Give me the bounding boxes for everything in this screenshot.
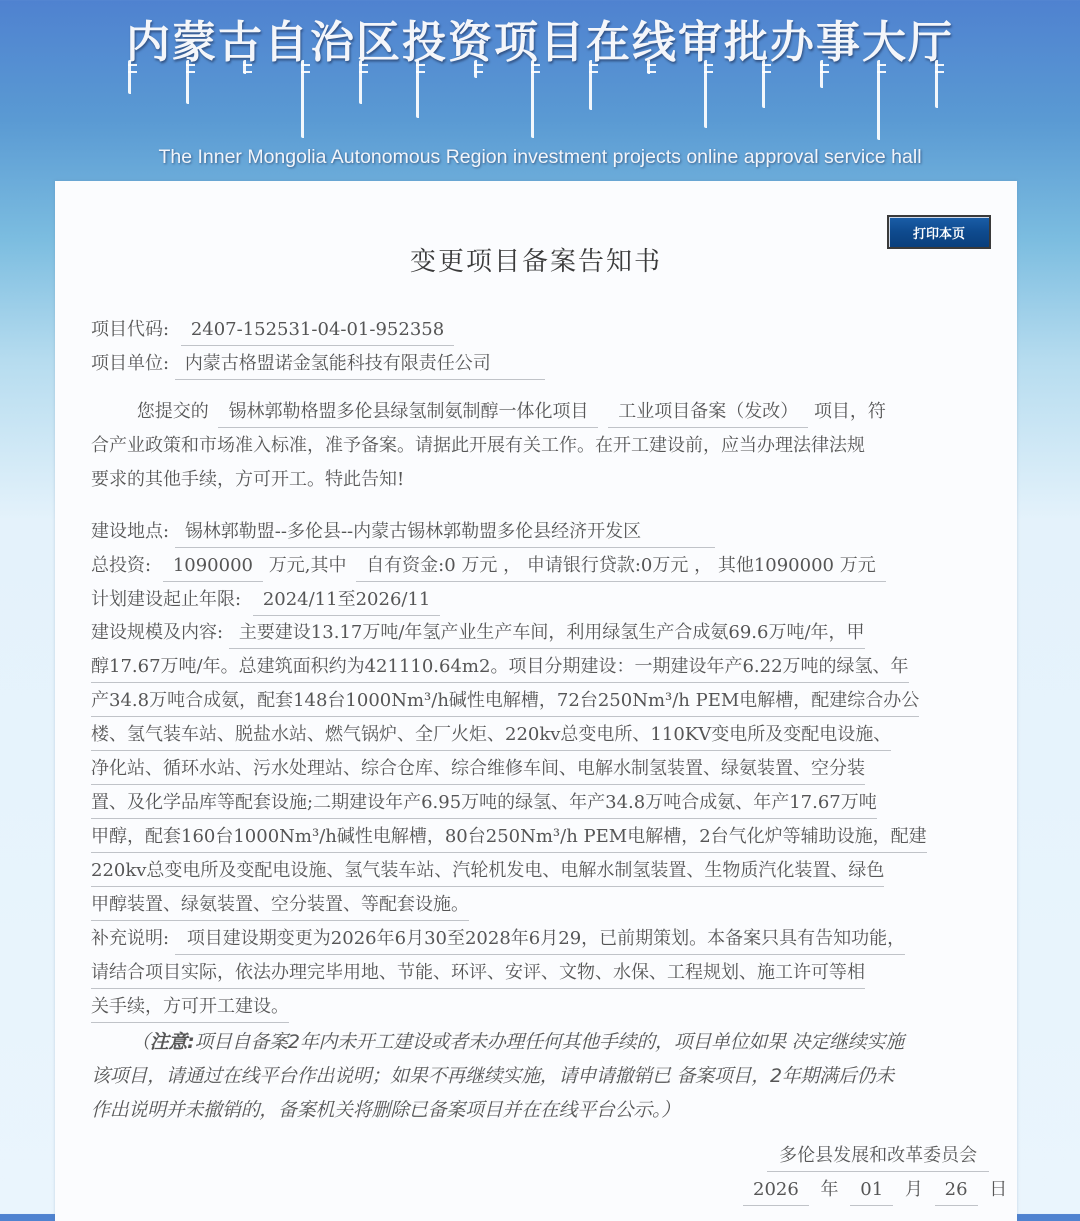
period-value: 2024/11至2026/11 xyxy=(253,585,441,616)
mongolian-glyph xyxy=(820,60,833,88)
mongolian-glyph xyxy=(935,60,948,108)
scale-row xyxy=(91,821,991,855)
day-char: 日 xyxy=(989,1179,1008,1200)
scale-row-1 xyxy=(91,617,991,651)
project-unit-row xyxy=(91,347,991,381)
intro-line-1 xyxy=(91,395,991,429)
notice-document xyxy=(55,181,1017,1221)
investment-unit: 万元,其中 xyxy=(268,555,347,576)
notice-paragraph xyxy=(91,1025,991,1127)
scale-row xyxy=(91,889,991,923)
scale-row xyxy=(91,651,991,685)
mongolian-glyph xyxy=(416,60,429,118)
project-name-value: 锡林郭勒格盟多伦县绿氢制氨制醇一体化项目 xyxy=(218,397,598,428)
investment-row xyxy=(91,549,991,583)
location-label: 建设地点: xyxy=(91,521,170,542)
scale-text-line: 产34.8万吨合成氨，配套148台1000Nm³/h碱性电解槽，72台250Nm³/h PEM电解槽，配建综合办公 xyxy=(91,685,919,717)
banner-mongolian-script xyxy=(128,60,948,140)
location-row xyxy=(91,515,991,549)
supplement-row xyxy=(91,957,991,991)
investment-breakdown: 自有资金:0 万元 ， 申请银行贷款:0万元 ， 其他1090000 万元 xyxy=(356,551,886,582)
supplement-row-1 xyxy=(91,923,991,957)
scale-text-line: 甲醇，配套160台1000Nm³/h碱性电解槽，80台250Nm³/h PEM电解槽，2台气化炉等辅助设施，配建 xyxy=(91,821,927,853)
site-banner xyxy=(0,0,1080,180)
mongolian-glyph xyxy=(301,60,314,138)
date-row xyxy=(743,1173,1013,1207)
project-unit-label: 项目单位: xyxy=(91,353,170,374)
supplement-label: 补充说明: xyxy=(91,928,170,949)
scale-text-line: 主要建设13.17万吨/年氢产业生产车间，利用绿氢生产合成氨69.6万吨/年，甲 xyxy=(229,617,865,649)
mongolian-glyph xyxy=(128,60,141,94)
mongolian-glyph xyxy=(474,60,487,78)
mongolian-glyph xyxy=(877,60,890,140)
period-label: 计划建设起止年限: xyxy=(91,589,242,610)
document-title: 变更项目备案告知书 xyxy=(409,247,662,277)
intro-prefix: 您提交的 xyxy=(136,401,209,422)
supplement-row xyxy=(91,991,991,1025)
issuing-authority: 多伦县发展和改革委员会 xyxy=(767,1141,989,1172)
notice-line-3: 作出说明并未撤销的，备案机关将删除已备案项目并在在线平台公示。） xyxy=(91,1099,680,1121)
intro-line-2: 合产业政策和市场准入标准，准予备案。请据此开展有关工作。在开工建设前，应当办理法律法规 xyxy=(91,435,865,456)
mongolian-glyph xyxy=(762,60,775,108)
mongolian-glyph xyxy=(647,60,660,74)
signature-block xyxy=(743,1139,1013,1207)
scale-text-line: 甲醇装置、绿氨装置、空分装置、等配套设施。 xyxy=(91,889,469,921)
scale-row xyxy=(91,787,991,821)
scale-text-line: 楼、氢气装车站、脱盐水站、燃气锅炉、全厂火炬、220kv总变电所、110KV变电所及变配电设施、 xyxy=(91,719,891,751)
project-code-value: 2407-152531-04-01-952358 xyxy=(181,315,454,346)
supplement-text-line: 项目建设期变更为2026年6月30至2028年6月29，已前期策划。本备案只具有告知功能， xyxy=(175,923,905,955)
scale-row xyxy=(91,753,991,787)
scale-text-line: 醇17.67万吨/年。总建筑面积约为421110.64m2。项目分期建设：一期建设年产6.22万吨的绿氢、年 xyxy=(91,651,909,683)
filing-type-value: 工业项目备案（发改） xyxy=(608,397,808,428)
scale-label: 建设规模及内容: xyxy=(91,622,224,643)
authority-row xyxy=(743,1139,1013,1173)
project-code-label: 项目代码: xyxy=(91,319,170,340)
notice-line-1 xyxy=(91,1025,991,1059)
mongolian-glyph xyxy=(531,60,544,138)
investment-label: 总投资: xyxy=(91,555,152,576)
mongolian-glyph xyxy=(704,60,717,128)
location-value: 锡林郭勒盟--多伦县--内蒙古锡林郭勒盟多伦县经济开发区 xyxy=(175,517,715,548)
date-month: 01 xyxy=(850,1175,893,1206)
notice-open-paren: （ xyxy=(131,1031,150,1053)
mongolian-glyph xyxy=(243,60,256,74)
notice-text: 项目自备案2年内未开工建设或者未办理任何其他手续的，项目单位如果 决定继续实施 xyxy=(194,1031,904,1053)
intro-suffix: 项目，符 xyxy=(813,401,886,422)
supplement-text-line: 请结合项目实际，依法办理完毕用地、节能、环评、安评、文物、水保、工程规划、施工许可等相 xyxy=(91,957,865,989)
scale-text-line: 净化站、循环水站、污水处理站、综合仓库、综合维修车间、电解水制氢装置、绿氨装置、空分装 xyxy=(91,753,865,785)
intro-line-3: 要求的其他手续，方可开工。特此告知! xyxy=(91,469,405,490)
print-page-button[interactable]: 打印本页 xyxy=(887,215,991,249)
notice-bold-label: 注意: xyxy=(149,1031,195,1053)
mongolian-glyph xyxy=(186,60,199,104)
scale-text-line: 置、及化学品库等配套设施;二期建设年产6.95万吨的绿氢、年产34.8万吨合成氨、年产17.67万吨 xyxy=(91,787,877,819)
scale-row xyxy=(91,719,991,753)
month-char: 月 xyxy=(904,1179,923,1200)
banner-title-cn: 内蒙古自治区投资项目在线审批办事大厅 xyxy=(126,17,954,68)
scale-text-line: 220kv总变电所及变配电设施、氢气装车站、汽轮机发电、电解水制氢装置、生物质汽化装置、绿色 xyxy=(91,855,884,887)
banner-title-en: The Inner Mongolia Autonomous Region investment projects online approval service hall xyxy=(158,146,922,168)
supplement-text-line: 关手续，方可开工建设。 xyxy=(91,991,289,1023)
notice-line-2: 该项目，请通过在线平台作出说明；如果不再继续实施，请申请撤销已 备案项目，2年期满后仍未 xyxy=(91,1065,894,1087)
mongolian-glyph xyxy=(589,60,602,110)
investment-total: 1090000 xyxy=(163,551,263,582)
scale-row xyxy=(91,685,991,719)
date-day: 26 xyxy=(935,1175,978,1206)
mongolian-glyph xyxy=(359,60,372,104)
document-body xyxy=(91,313,991,1127)
project-unit-value: 内蒙古格盟诺金氢能科技有限责任公司 xyxy=(175,349,545,380)
date-year: 2026 xyxy=(743,1175,809,1206)
year-char: 年 xyxy=(820,1179,839,1200)
period-row xyxy=(91,583,991,617)
project-code-row xyxy=(91,313,991,347)
scale-row xyxy=(91,855,991,889)
